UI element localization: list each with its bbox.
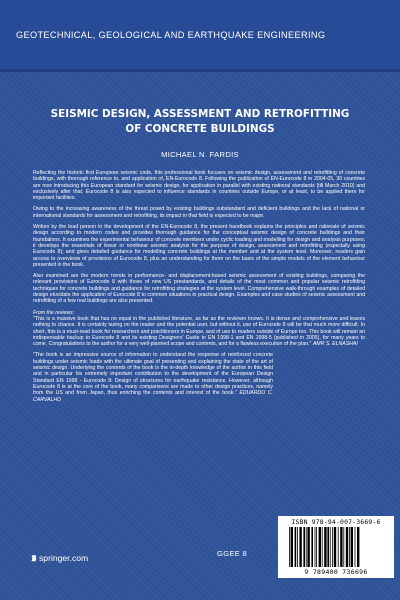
barcode-bar	[340, 527, 342, 567]
barcode-bar	[343, 527, 344, 567]
review-quote	[33, 316, 365, 347]
barcode-bar	[291, 527, 293, 567]
barcode-bar	[316, 527, 317, 567]
barcode-bar	[346, 527, 348, 567]
series-banner	[0, 0, 400, 72]
barcode-bar	[355, 527, 356, 567]
barcode-bar	[297, 527, 298, 567]
review-quote-text: "The book is an impressive source of information to understand the response of reinforced concrete buildings under seismic loads with the ultimate goal of presenting and explaining the state of the art of seismic design. Underlying the contents of the book is the in-depth knowledge of the author in this field and in particular his extremely important contribution to the development of the European Design Standard EN 1998 - Eurocode 8: Design of structures for earthquake resistance. However, although Eurocode 8 is at the core of the book, many comparisons are made to other design practices, namely from the US and from Japan, thus enriching the contents and interest of the book."	[33, 352, 273, 397]
isbn-number: ISBN 978-94-007-3669-6	[291, 518, 381, 526]
barcode-bar	[332, 527, 333, 567]
barcode-bar	[315, 527, 316, 567]
publisher-logo	[30, 553, 88, 563]
book-title-line1: SEISMIC DESIGN, ASSESSMENT AND RETROFITTING	[50, 108, 350, 120]
blurb-paragraph: Also examined are the modern trends in performance- and displacement-based seismic assessment of existing buildings, comparing the relevant provisions of Eurocode 8 with those of new US prestandards, and details of the most common and popular seismic retrofitting techniques for concrete buildings and guidance for retrofitting strategies at the system level. Comprehensive walk-through examples of detailed design elucidate the application of Eurocode 8 to common situations in practical design. Examples and case studies of seismic assessment and retrofitting of a few real buildings are also presented.	[33, 273, 365, 305]
barcode-digits: 9 789400 736696	[304, 568, 368, 576]
isbn-barcode-box	[278, 516, 394, 578]
book-title	[0, 107, 400, 137]
barcode	[288, 527, 384, 567]
reviews-heading: From the reviews:	[33, 309, 75, 316]
barcode-bar	[338, 527, 339, 567]
springer-horse-icon	[30, 554, 38, 562]
barcode-bar	[351, 527, 353, 567]
barcode-bar	[322, 527, 323, 567]
barcode-bar	[357, 527, 359, 567]
review-quote-text: "This is a massive book that has no equal in the published literature, as far as the reviewer knows. It is dense and comprehensive and leaves nothing to chance. It is certainly taxing on the reader and the potential user, but without it, use of Eurocode 8 will be that much more difficult. In short, this is a must-read book for researchers and practitioners in Europe, and of use to readers outside of Europe too. This book will remain an indispensable backup to Eurocode 8 and its existing Designers' Guide to EN 1998-1 and EN 1998-5 (published in 2005), for many years to come. Congratulations to the author for a very well-planned scope and contents, and for a flawless execution of the plan."	[33, 315, 365, 348]
blurb-paragraph: Owing to the increasing awareness of the threat posed by existing buildings substandard and deficient buildings and the lack of national or international standards for assessment and retrofitting, its impact in that field is expected to be major.	[33, 206, 365, 219]
series-code: GGEE 8	[217, 549, 248, 558]
barcode-bar	[306, 527, 307, 567]
barcode-bar	[327, 527, 329, 567]
review-signature: AMR S. ELNASHAI	[312, 341, 358, 348]
barcode-bar	[349, 527, 350, 567]
barcode-bar	[307, 527, 309, 567]
barcode-bar	[319, 527, 321, 567]
barcode-bar	[303, 527, 305, 567]
blurb-text	[33, 170, 365, 408]
barcode-bar	[311, 527, 313, 567]
barcode-bar	[289, 527, 290, 567]
blurb-paragraph: Reflecting the historic first European seismic code, this professional book focuses on seismic design, assessment and retrofitting of concrete buildings, with thorough reference to, and application of, EN-Eurocode 8. Following the publication of EN-Eurocode 8 in 2004-05, 30 countries are now introducing this European standard for seismic design, for application in parallel with existing national standards (till March 2010) and exclusively after that. Eurocode 8 is also expected to influence standards in countries outside Europe, or at least, to be applied there for important facilities.	[33, 170, 365, 202]
review-quote	[33, 352, 273, 402]
barcode-bar	[324, 527, 326, 567]
publisher-url: springer.com	[39, 553, 89, 563]
barcode-bar	[330, 527, 331, 567]
barcode-bar	[299, 527, 301, 567]
review-signature: EDUARDO C. CARVALHO	[33, 390, 273, 403]
blurb-paragraph: Written by the lead person in the development of the EN-Eurocode 8, the present handbook explains the principles and rationale of seismic design according to modern codes and provides thorough guidance for the conceptual seismic design of concrete buildings and their foundations. It examines the experimental behaviour of concrete members under cyclic loading and modelling for design and analysis purposes; it develops the essentials of linear or nonlinear seismic analysis for the purpose of design, assessment and retrofitting (especially using Eurocode 8); and gives detailed guidance for modelling concrete buildings at the member and at the system level. Moreover, readers gain access to overviews of provisions of Eurocode 8, plus an understanding for them on the basis of the simple models of the element behaviour presented in the book.	[33, 224, 365, 268]
barcode-bar	[295, 527, 297, 567]
book-title-line2: OF CONCRETE BUILDINGS	[125, 123, 275, 135]
barcode-bar	[334, 527, 336, 567]
series-title: GEOTECHNICAL, GEOLOGICAL AND EARTHQUAKE ENGINEERING	[16, 30, 326, 40]
author-name: MICHAEL N. FARDIS	[161, 150, 239, 159]
